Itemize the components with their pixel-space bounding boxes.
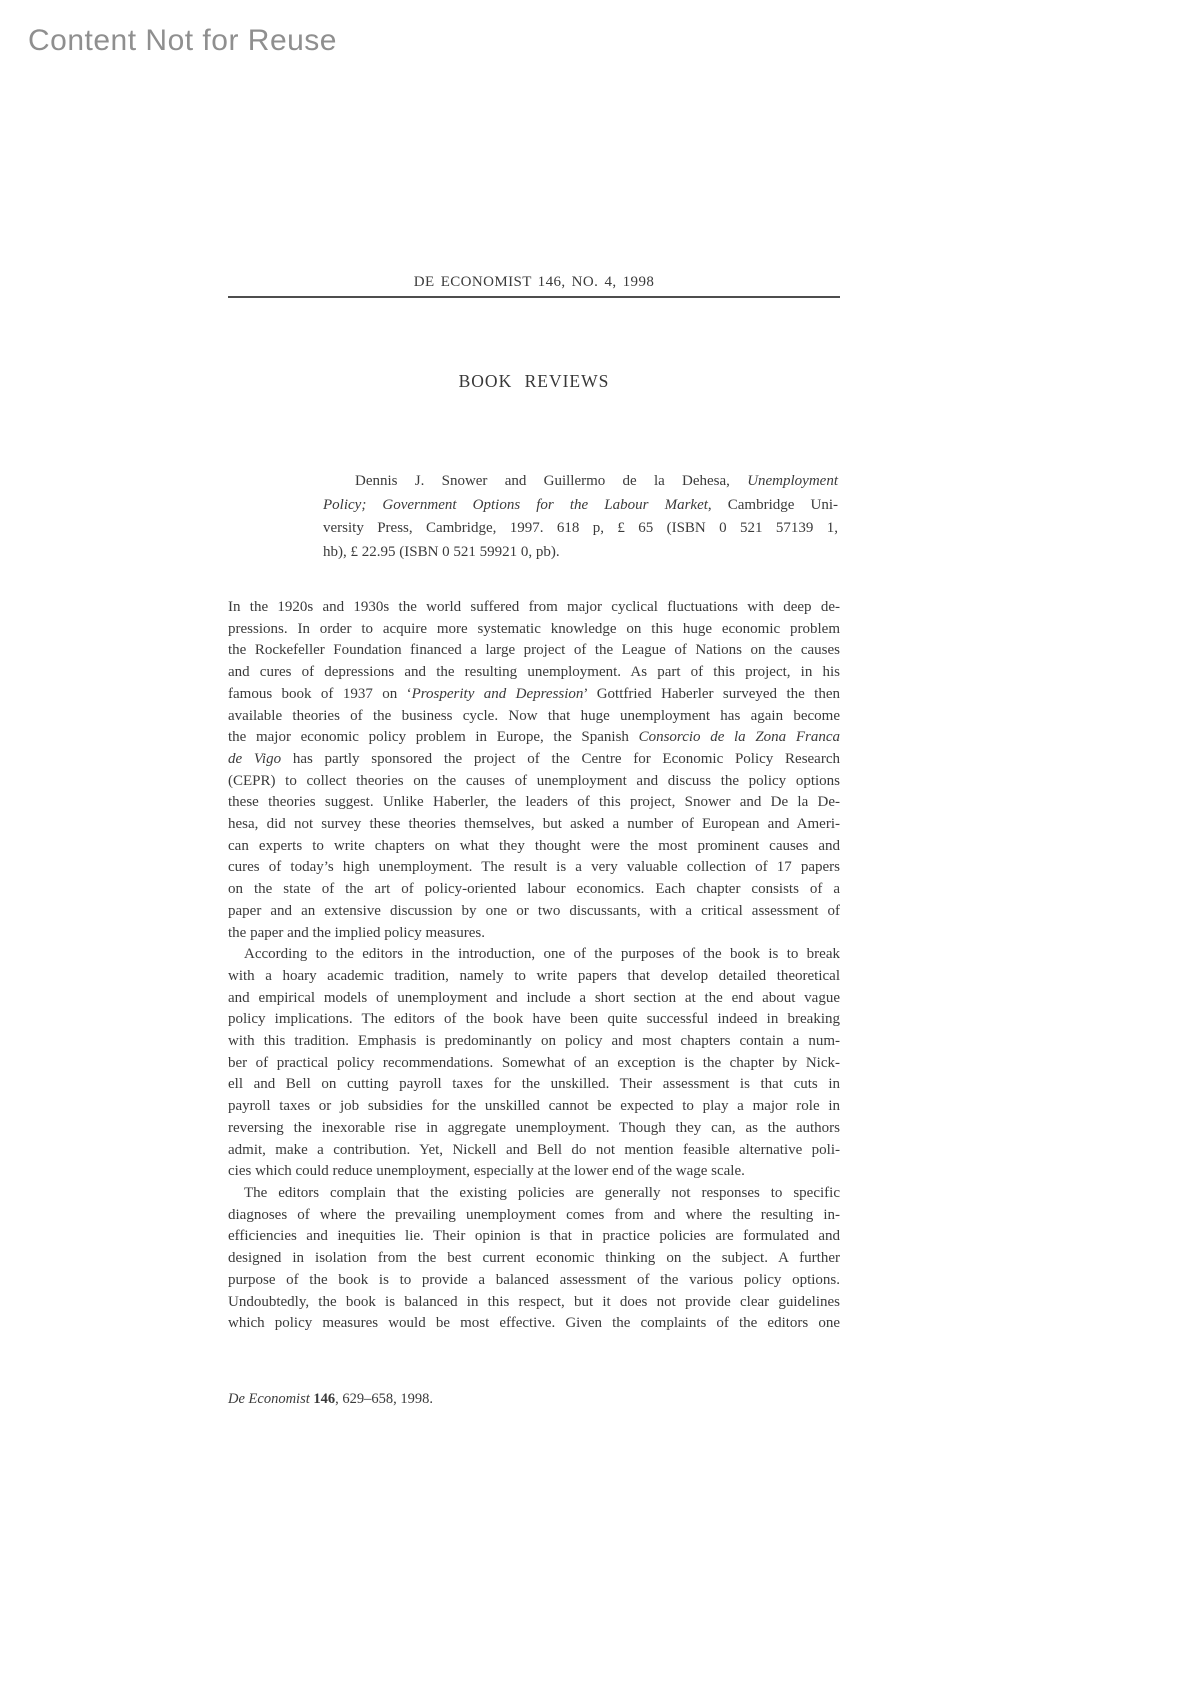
text-column (228, 0, 840, 1698)
body-paragraph-1: In the 1920s and 1930s the world suffered from major cyclical fluctuations with deep de- pressions. In order to acquire more systematic knowledge on this huge economic problem the Rockefeller Foundation financed a large project of the League of Nations on the causes and cures of depressions and the resulting unemployment. As part of this project, in his famous book of 1937 on ‘Prosperity and Depression’ Gottfried Haberler surveyed the then available theories of the business cycle. Now that huge unemployment has again become the major economic policy problem in Europe, the Spanish Consorcio de la Zona Franca de Vigo has partly sponsored the project of the Centre for Economic Policy Research (CEPR) to collect theories on the causes of unemployment and discuss the policy options these theories suggest. Unlike Haberler, the leaders of this project, Snower and De la De- hesa, did not survey these theories themselves, but asked a number of European and Ameri- can experts to write chapters on what they thought were the most prominent causes and cures of today’s high unemployment. The result is a very valuable collection of 17 papers on the state of the art of policy-oriented labour economics. Each chapter consists of a paper and an extensive discussion by one or two discussants, with a critical assessment of the paper and the implied policy measures. (228, 599, 840, 941)
header-rule (228, 296, 840, 298)
watermark-text: Content Not for Reuse (28, 24, 337, 57)
page-title: BOOK REVIEWS (458, 371, 610, 391)
review-body (228, 597, 840, 1335)
journal-running-head: DE ECONOMIST 146, NO. 4, 1998 (413, 274, 655, 290)
book-citation: Dennis J. Snower and Guillermo de la Dehesa, Unemployment Policy; Government Options for the Labour Market, Cambridge Uni- versity Press, Cambridge, 1997. 618 p, £ 65 (ISBN 0 521 57139 1, hb), £ 22.95 (ISBN 0 521 59921 0, pb). (323, 473, 838, 560)
journal-footer-citation: De Economist 146, 629–658, 1998. (228, 1391, 433, 1407)
body-paragraph-2: According to the editors in the introduction, one of the purposes of the book is to break with a hoary academic tradition, namely to write papers that develop detailed theoretical and empirical models of unemployment and include a short section at the end about vague policy implications. The editors of the book have been quite successful indeed in breaking with this tradition. Emphasis is predominantly on policy and most chapters contain a num- ber of practical policy recommendations. Somewhat of an exception is the chapter by Nick- ell and Bell on cutting payroll taxes for the unskilled. Their assessment is that cuts in payroll taxes or job subsidies for the unskilled cannot be expected to play a major role in reversing the inexorable rise in aggregate unemployment. Though they can, as the authors admit, make a contribution. Yet, Nickell and Bell do not mention feasible alternative poli- cies which could reduce unemployment, especially at the lower end of the wage scale. (228, 946, 840, 1180)
body-paragraph-3: The editors complain that the existing policies are generally not responses to specific diagnoses of where the prevailing unemployment comes from and where the resulting in- efficiencies and inequities lie. Their opinion is that in practice policies are formulated and designed in isolation from the best current economic thinking on the subject. A further purpose of the book is to provide a balanced assessment of the various policy options. Undoubtedly, the book is balanced in this respect, but it does not provide clear guidelines which policy measures would be most effective. Given the complaints of the editors one (228, 1184, 840, 1332)
